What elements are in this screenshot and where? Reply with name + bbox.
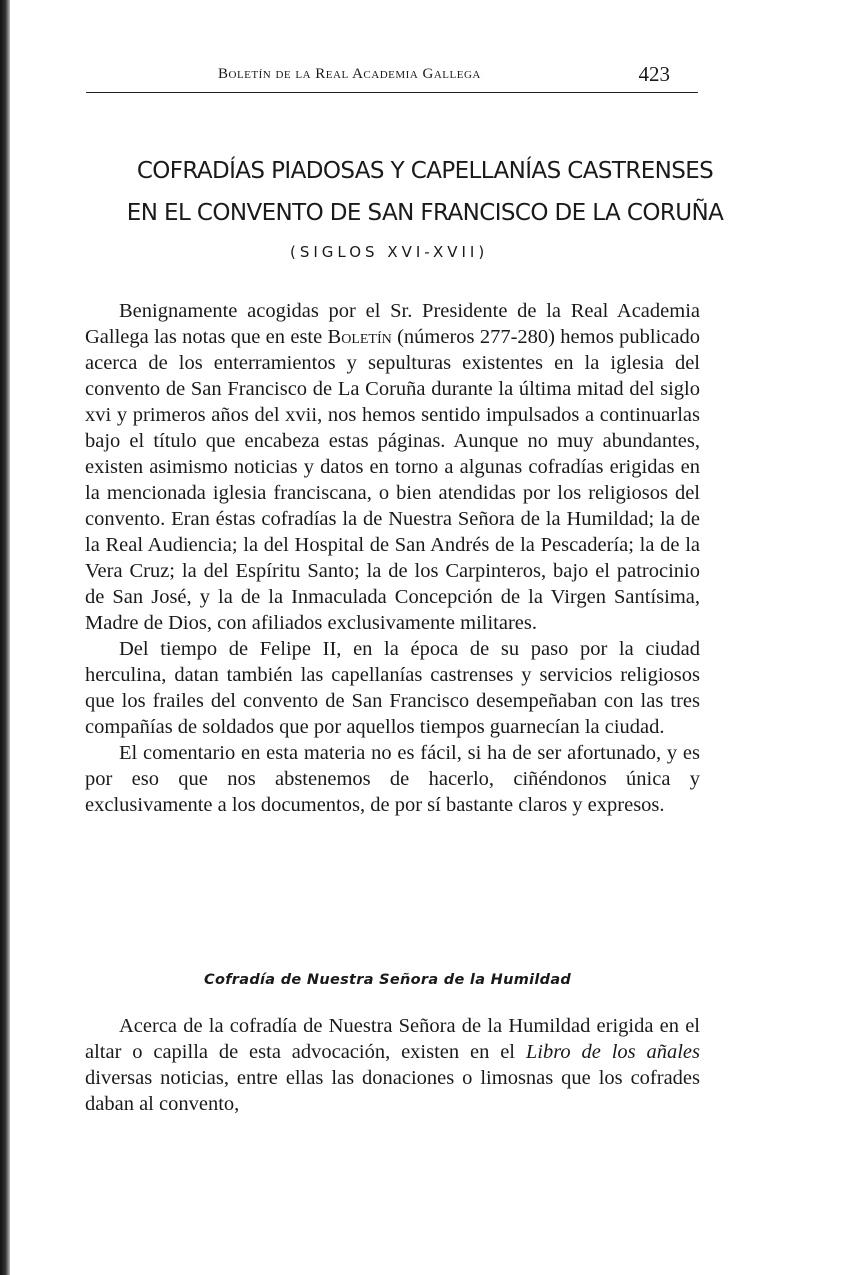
article-subtitle: (SIGLOS XVI-XVII) [290,243,489,261]
page-number: 423 [638,62,670,86]
paragraph-3: El comentario en esta materia no es fácil, si ha de ser afortunado, y es por eso que nos abstenemos de hacerlo, ciñéndonos única y exclusivamente a los documentos, de por sí bastante claros y expresos. [85,742,700,816]
scan-binding-edge [0,0,10,1275]
section-heading: Cofradía de Nuestra Señora de la Humildad [204,972,572,988]
article-title-line-2: EN EL CONVENTO DE SAN FRANCISCO DE LA CORUÑA [126,200,724,226]
article-title-line-1: COFRADÍAS PIADOSAS Y CAPELLANÍAS CASTRENSES [136,158,714,184]
paragraph-2: Del tiempo de Felipe II, en la época de su paso por la ciudad herculina, datan también las capellanías castrenses y servicios religiosos que los frailes del convento de San Francisco desempeñaban con las tres compañías de soldados que por aquellos tiempos guarnecían la ciudad. [85,638,700,738]
boletin-smallcaps: Boletín [327,326,392,348]
section-paragraph-1: Acerca de la cofradía de Nuestra Señora de la Humildad erigida en el altar o capilla de esta advocación, existen en el Libro de los añales diversas noticias, entre ellas las donaciones o limosnas que los cofrades daban al convento, [85,1015,700,1115]
running-title: Boletín de la Real Academia Gallega [218,66,481,82]
book-title-italic: Libro de los añales [525,1041,700,1063]
article-body [85,298,700,818]
page-header [86,62,698,93]
section-body [85,1013,700,1117]
paragraph-1: Benignamente acogidas por el Sr. Presidente de la Real Academia Gallega las notas que en este Boletín (números 277-280) hemos publicado acerca de los enterramientos y sepulturas existentes en la iglesia del convento de San Francisco de La Coruña durante la última mitad del siglo xvi y primeros años del xvii, nos hemos sentido impulsados a continuarlas bajo el título que encabeza estas páginas. Aunque no muy abundantes, existen asimismo noticias y datos en torno a algunas cofradías erigidas en la mencionada iglesia franciscana, o bien atendidas por los religiosos del convento. Eran éstas cofradías la de Nuestra Señora de la Humildad; la de la Real Audiencia; la del Hospital de San Andrés de la Pescadería; la de la Vera Cruz; la del Espíritu Santo; la de los Carpinteros, bajo el patrocinio de San José, y la de la Inmaculada Concepción de la Virgen Santísima, Madre de Dios, con afiliados exclusivamente militares. [85,300,700,634]
